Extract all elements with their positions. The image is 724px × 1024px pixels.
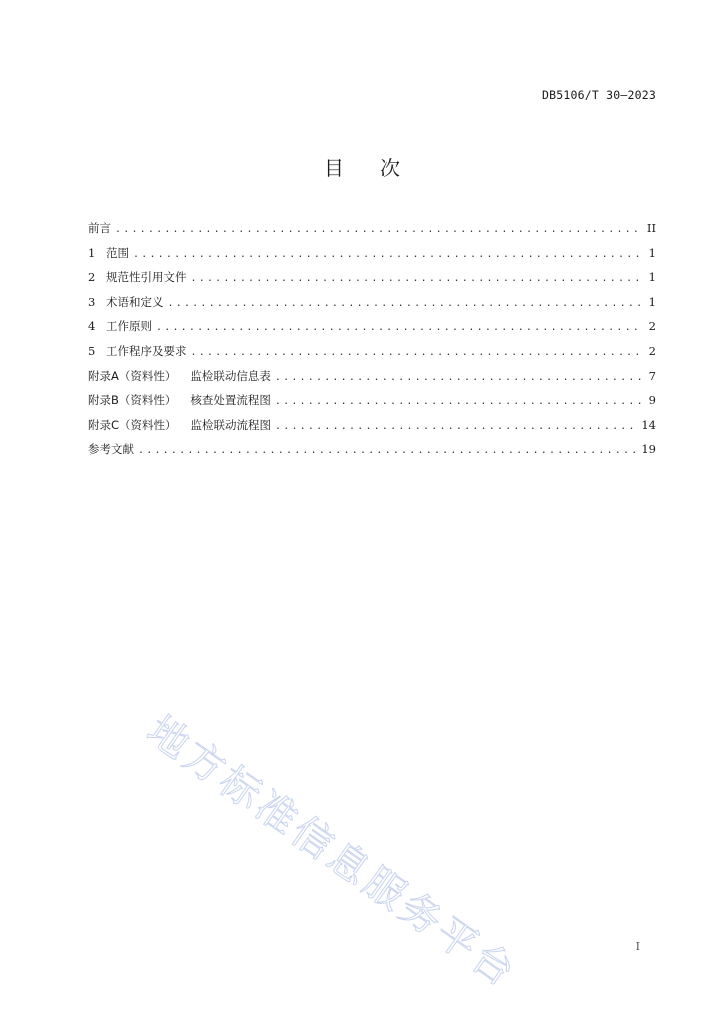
toc-leader-dots bbox=[133, 249, 642, 260]
toc-label-text: 范围 bbox=[106, 245, 129, 260]
toc-label bbox=[88, 245, 129, 261]
toc-leader-dots bbox=[115, 224, 642, 235]
toc-entry-scope[interactable] bbox=[88, 245, 656, 270]
toc-page-number: 7 bbox=[648, 368, 656, 383]
toc-page-number: 1 bbox=[648, 294, 656, 309]
toc-section-number: 5 bbox=[88, 343, 96, 358]
toc-section-number: 1 bbox=[88, 245, 96, 260]
toc-annex-label: 附录B（资料性） bbox=[88, 393, 177, 408]
toc-leader-dots bbox=[275, 396, 642, 407]
page-title bbox=[0, 152, 724, 181]
toc-annex-title: 监检联动信息表 bbox=[190, 368, 271, 383]
toc-entry-annex-c[interactable] bbox=[88, 417, 656, 442]
toc-annex-label: 附录C（资料性） bbox=[88, 417, 177, 432]
toc-entry-foreword[interactable] bbox=[88, 220, 656, 245]
toc-leader-dots bbox=[168, 298, 643, 309]
toc-page-number: 19 bbox=[641, 442, 656, 457]
toc-entry-annex-a[interactable] bbox=[88, 368, 656, 393]
toc-label bbox=[88, 269, 187, 285]
toc-page-number: 1 bbox=[648, 245, 656, 260]
page-number: I bbox=[635, 940, 640, 953]
toc-entry-procedures-requirements[interactable] bbox=[88, 343, 656, 368]
toc-leader-dots bbox=[156, 322, 642, 333]
toc-label-text: 术语和定义 bbox=[106, 294, 164, 309]
toc-label-text: 规范性引用文件 bbox=[106, 270, 187, 285]
toc-label bbox=[88, 392, 271, 408]
toc-label bbox=[88, 343, 187, 359]
toc-page-number: 14 bbox=[641, 417, 656, 432]
toc-label bbox=[88, 318, 152, 334]
toc-leader-dots bbox=[191, 273, 643, 284]
toc-label-text: 工作程序及要求 bbox=[106, 343, 187, 358]
title-char-1: 目 bbox=[324, 156, 344, 180]
toc-section-number: 4 bbox=[88, 319, 96, 334]
toc-leader-dots bbox=[275, 421, 637, 432]
toc-annex-title: 监检联动流程图 bbox=[190, 417, 272, 432]
toc-label: 参考文献 bbox=[88, 442, 134, 457]
toc-entry-bibliography[interactable] bbox=[88, 441, 656, 466]
toc-page-number: 2 bbox=[648, 343, 656, 358]
toc-annex-title: 核查处置流程图 bbox=[190, 393, 271, 408]
toc-leader-dots bbox=[275, 372, 642, 383]
table-of-contents bbox=[88, 220, 656, 466]
toc-section-number: 2 bbox=[88, 270, 96, 285]
toc-leader-dots bbox=[138, 445, 637, 456]
toc-page-number: 1 bbox=[648, 270, 656, 285]
toc-page-number: 9 bbox=[648, 393, 656, 408]
title-char-2: 次 bbox=[380, 156, 400, 180]
toc-label: 前言 bbox=[88, 221, 111, 235]
toc-entry-annex-b[interactable] bbox=[88, 392, 656, 417]
toc-page-number: 2 bbox=[648, 319, 656, 334]
toc-label bbox=[88, 294, 164, 310]
toc-page-number: II bbox=[646, 221, 656, 235]
toc-annex-label: 附录A（资料性） bbox=[88, 368, 177, 383]
toc-label-text: 工作原则 bbox=[106, 319, 152, 334]
toc-label bbox=[88, 417, 271, 433]
toc-entry-terms-definitions[interactable] bbox=[88, 294, 656, 319]
toc-entry-work-principles[interactable] bbox=[88, 318, 656, 343]
toc-section-number: 3 bbox=[88, 294, 96, 309]
toc-label bbox=[88, 368, 271, 384]
toc-leader-dots bbox=[191, 347, 643, 358]
toc-entry-normative-references[interactable] bbox=[88, 269, 656, 294]
document-code: DB5106/T 30—2023 bbox=[542, 88, 656, 102]
watermark-text: 地方标准信息服务平台 bbox=[138, 707, 526, 998]
